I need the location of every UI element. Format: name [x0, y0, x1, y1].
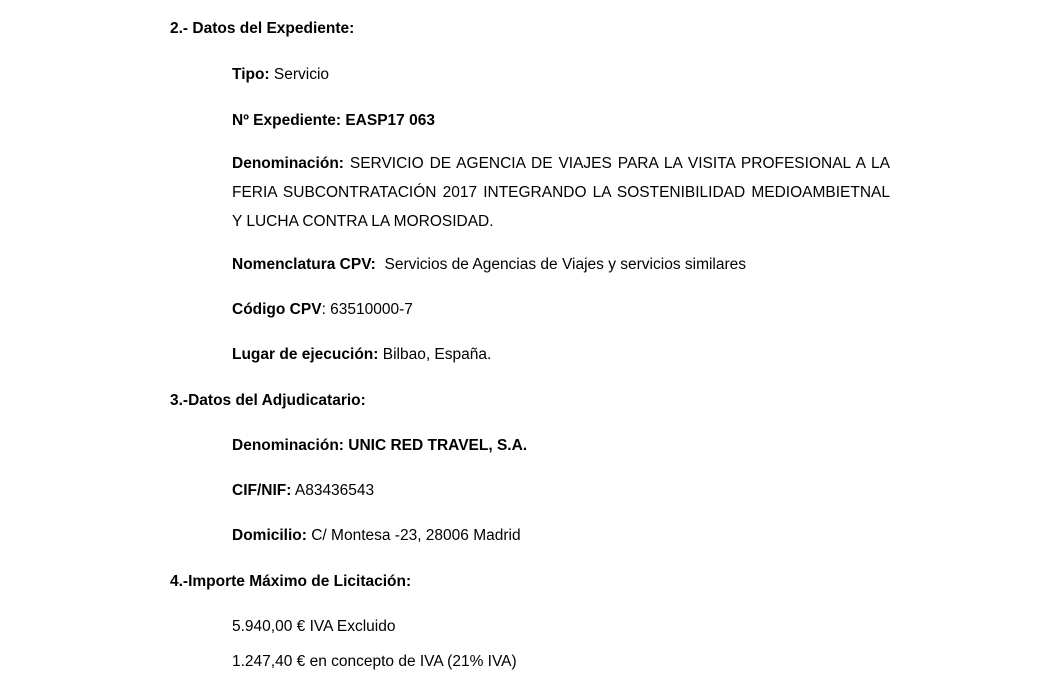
- field-domicilio-label: Domicilio:: [232, 527, 307, 544]
- field-denominacion: [232, 149, 890, 236]
- field-tipo-value: Servicio: [273, 66, 330, 83]
- field-tipo: [232, 66, 329, 85]
- field-expediente: [232, 112, 435, 131]
- field-nomenclatura-cpv-value: Servicios de Agencias de Viajes y servicios similares: [384, 256, 747, 273]
- field-adjudicatario: [232, 437, 527, 456]
- field-adjudicatario-label: Denominación: UNIC RED TRAVEL, S.A.: [232, 437, 528, 454]
- field-cif: [232, 482, 374, 501]
- field-codigo-cpv-label: Código CPV: [232, 301, 322, 318]
- field-domicilio-value: C/ Montesa -23, 28006 Madrid: [311, 527, 521, 544]
- field-cif-value: A83436543: [294, 482, 375, 499]
- field-denominacion-label: Denominación:: [232, 155, 344, 172]
- field-expediente-label: Nº Expediente: EASP17 063: [232, 112, 435, 129]
- field-lugar: [232, 346, 491, 365]
- importe-iva: 1.247,40 € en concepto de IVA (21% IVA): [232, 653, 517, 670]
- field-nomenclatura-cpv-label: Nomenclatura CPV:: [232, 256, 376, 273]
- field-codigo-cpv-value: : 63510000-7: [321, 301, 413, 318]
- field-lugar-value: Bilbao, España.: [382, 346, 492, 363]
- field-codigo-cpv: [232, 301, 413, 320]
- field-denominacion-value: SERVICIO DE AGENCIA DE VIAJES PARA LA VISITA PROFESIONAL A LA FERIA SUBCONTRATACIÓN 2017 INTEGRANDO LA SOSTENIBILIDAD MEDIOAMBIETNAL Y LUCHA CONTRA LA MOROSIDAD.: [232, 155, 890, 230]
- field-nomenclatura-cpv: [232, 256, 746, 275]
- section-3-heading: 3.-Datos del Adjudicatario:: [170, 392, 366, 409]
- section-2-heading: 2.- Datos del Expediente:: [170, 20, 355, 37]
- field-tipo-label: Tipo:: [232, 66, 270, 83]
- field-domicilio: [232, 527, 521, 546]
- section-4-heading: 4.-Importe Máximo de Licitación:: [170, 573, 412, 590]
- field-cif-label: CIF/NIF:: [232, 482, 292, 499]
- importe-sin-iva: 5.940,00 € IVA Excluido: [232, 618, 396, 635]
- field-lugar-label: Lugar de ejecución:: [232, 346, 379, 363]
